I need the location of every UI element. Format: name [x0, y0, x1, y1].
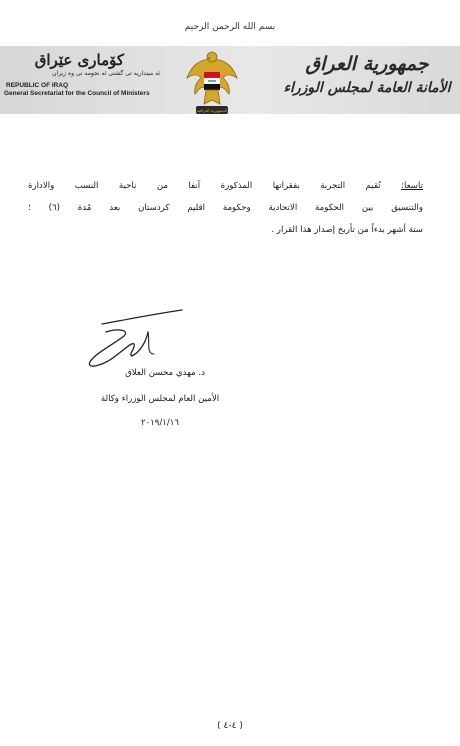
body-line-1-text: تُقيم التجربة بفقراتها المذكورة آنفا من ناحية النسب والادارة	[28, 181, 381, 191]
kurdish-title: كۆماری عێراق	[34, 51, 124, 69]
basmala: بسم الله الرحمن الرحيم	[184, 22, 276, 32]
handwritten-signature-icon	[84, 302, 202, 374]
page-number: ( ٤-٤ )	[217, 721, 243, 731]
english-country: REPUBLIC OF IRAQ	[6, 82, 69, 89]
body-line-3: ستة أشهر بدءاً من تأريخ إصدار هذا القرار .	[271, 225, 423, 235]
arabic-country: جمهورية العراق	[305, 53, 429, 75]
arabic-secretariat: الأمانة العامة لمجلس الوزراء	[283, 80, 451, 96]
clause-label: تاسعا:	[401, 181, 423, 191]
signatory-name: د. مهدي محسن العلاق	[125, 368, 205, 378]
body-line-1	[28, 175, 423, 197]
signature-date: ٢٠١٩/١/١٦	[140, 418, 180, 428]
letterhead-right	[282, 52, 452, 98]
kurdish-subtitle: ئه مینداریه تی گشتی ئه نجومه نی وه زیران	[52, 70, 160, 77]
body-line-2: والتنسيق بين الحكومة الاتحادية وحكومة اقليم كردستان بعد مُدة (٦) ؛	[28, 203, 423, 213]
emblem-ribbon-text: الجمهورية العراقية	[196, 108, 228, 113]
decision-text	[28, 175, 423, 241]
signatory-title: الأمين العام لمجلس الوزراء وكالة	[100, 394, 220, 404]
eagle-emblem-icon	[184, 48, 240, 124]
english-secretariat: General Secretariat for the Council of Ministers	[4, 90, 150, 97]
signature-block	[40, 366, 250, 430]
letterhead-left	[4, 52, 164, 98]
